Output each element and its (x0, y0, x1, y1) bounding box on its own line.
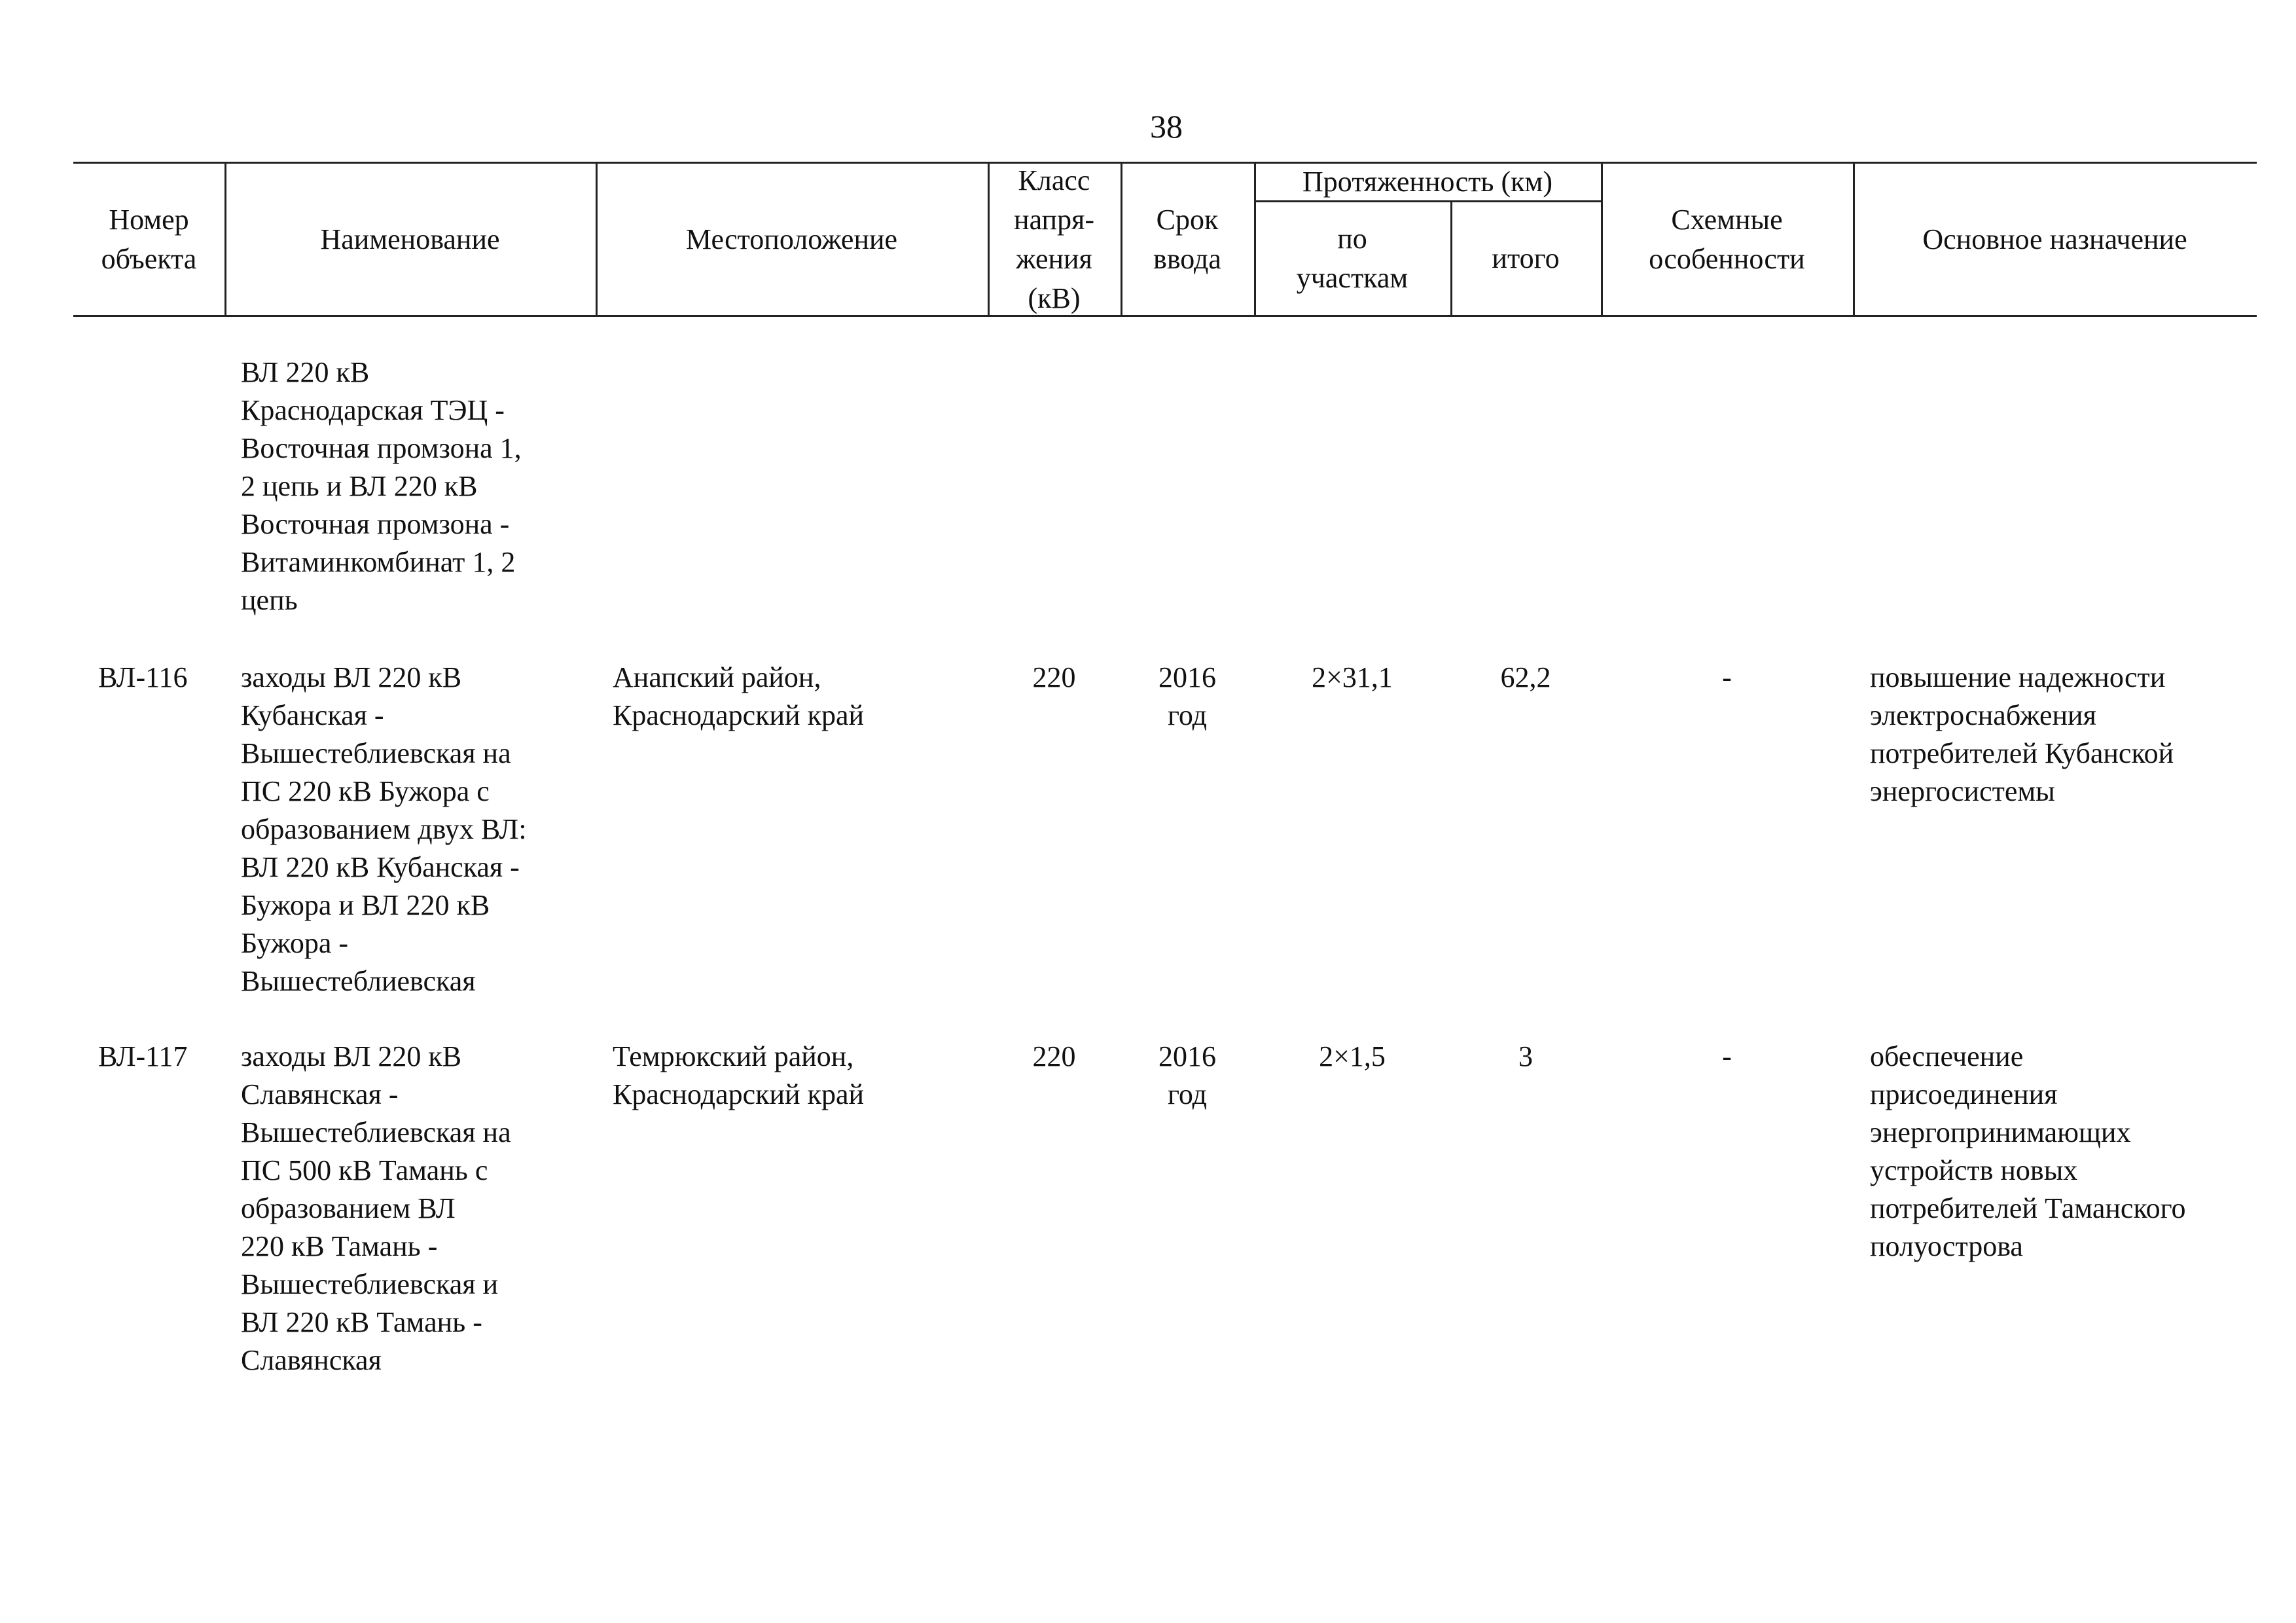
row-length-sections: 2×31,1 (1312, 661, 1393, 693)
row-purpose: обеспечение присоединения энергопринимающих устройств новых потребителей Таманского полуострова (1870, 1040, 2186, 1262)
row-location: Анапский район, Краснодарский край (613, 661, 865, 731)
header-length-sections: по участкам (1296, 223, 1408, 294)
row-voltage: 220 (1032, 1040, 1076, 1072)
header-length-total: итого (1492, 242, 1560, 274)
page-number: 38 (1150, 108, 1183, 145)
row-number: ВЛ-116 (98, 661, 188, 693)
header-bottom-rule (73, 315, 2257, 317)
header-name: Наименование (320, 223, 500, 255)
row-name: заходы ВЛ 220 кВ Кубанская - Вышестеблиевская на ПС 220 кВ Бужора с образованием двух ВЛ: ВЛ 220 кВ Кубанская - Бужора и ВЛ 220 кВ Бужора - Вышестеблиевская (241, 661, 527, 997)
header-purpose: Основное назначение (1922, 223, 2187, 255)
row-date: 2016 год (1158, 1040, 1216, 1110)
row-length-total: 62,2 (1500, 661, 1551, 693)
header-date: Срок ввода (1153, 203, 1221, 275)
row-length-total: 3 (1518, 1040, 1533, 1072)
row-purpose: повышение надежности электроснабжения потребителей Кубанской энергосистемы (1870, 661, 2174, 807)
row-scheme: - (1722, 1040, 1732, 1072)
row-name: заходы ВЛ 220 кВ Славянская - Вышестеблиевская на ПС 500 кВ Тамань с образованием ВЛ 220 кВ Тамань - Вышестеблиевская и ВЛ 220 кВ Тамань - Славянская (241, 1040, 511, 1376)
row-date: 2016 год (1158, 661, 1216, 731)
header-location: Местоположение (685, 223, 898, 255)
row-location: Темрюкский район, Краснодарский край (613, 1040, 865, 1110)
header-scheme: Схемные особенности (1649, 203, 1805, 275)
header-length-group: Протяженность (км) (1302, 166, 1552, 198)
row-name: ВЛ 220 кВ Краснодарская ТЭЦ - Восточная промзона 1, 2 цепь и ВЛ 220 кВ Восточная промзона - Витаминкомбинат 1, 2 цепь (241, 356, 522, 616)
row-voltage: 220 (1032, 661, 1076, 693)
row-length-sections: 2×1,5 (1319, 1040, 1386, 1072)
row-number: ВЛ-117 (98, 1040, 188, 1072)
header-voltage: Класс напря- жения (кВ) (1014, 164, 1094, 314)
header-number: Номер объекта (101, 203, 197, 275)
row-scheme: - (1722, 661, 1732, 693)
